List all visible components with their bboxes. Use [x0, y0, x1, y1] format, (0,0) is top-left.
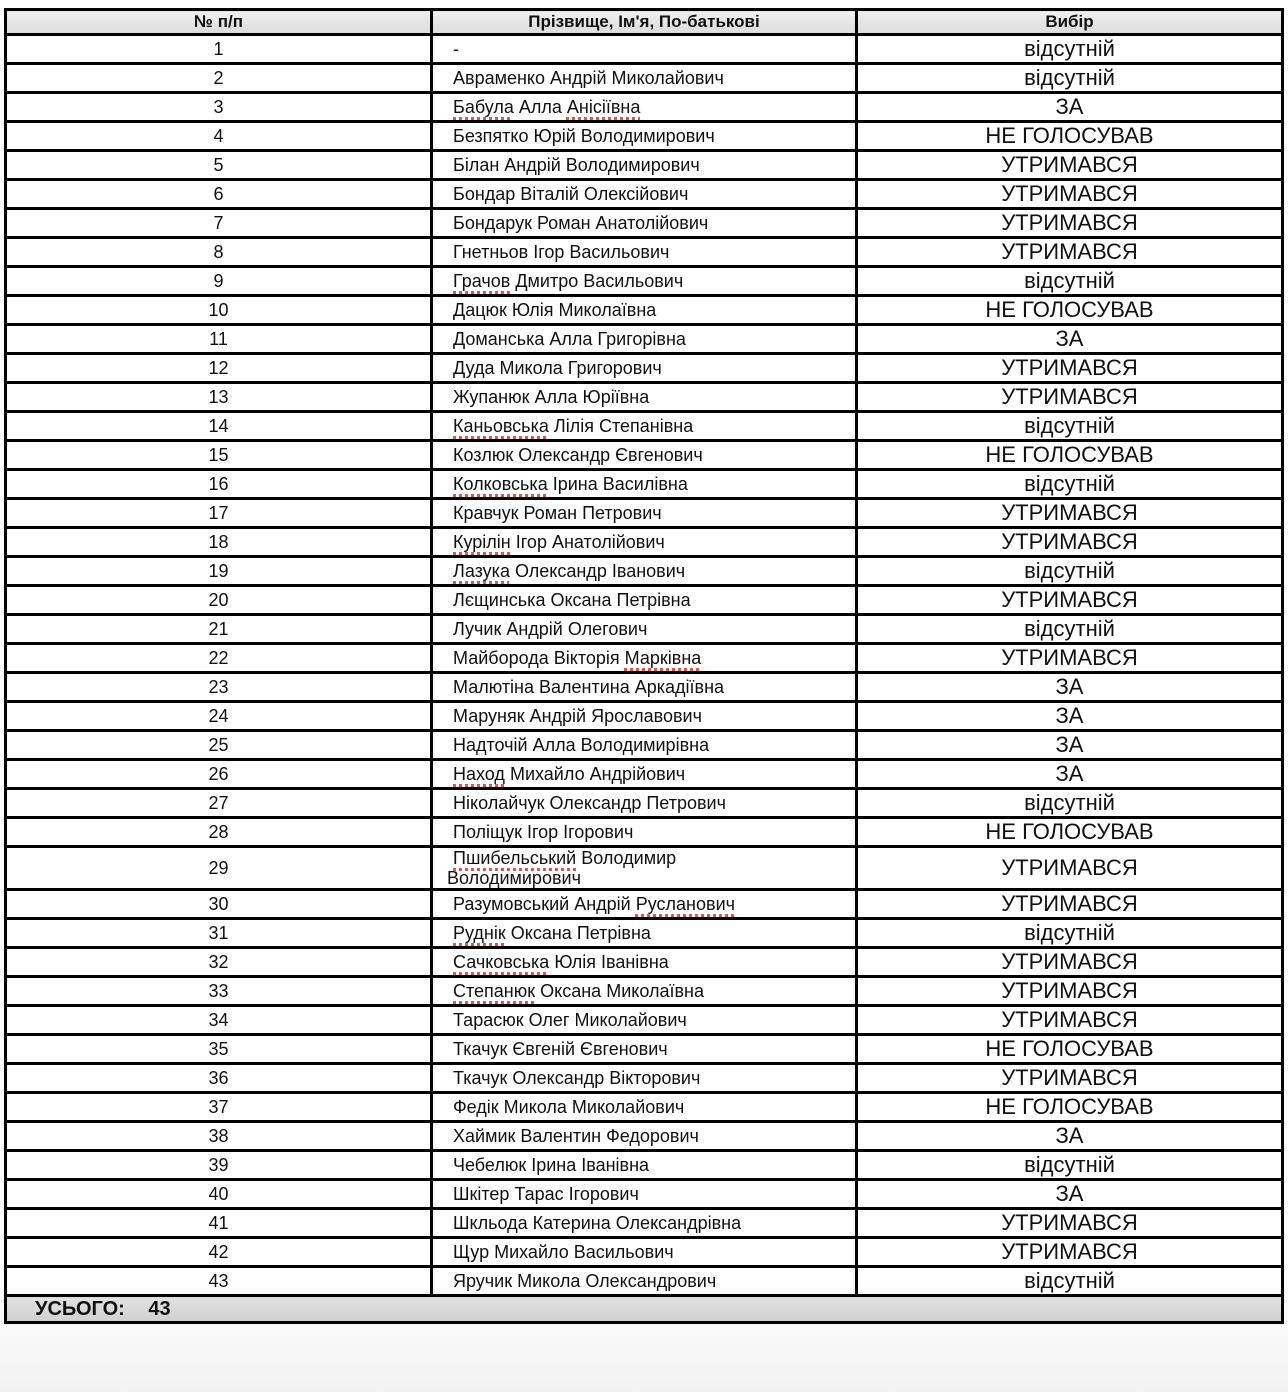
row-vote: НЕ ГОЛОСУВАВ: [857, 441, 1283, 470]
row-number: 34: [6, 1006, 432, 1035]
row-name-cell: [432, 325, 857, 354]
row-number: 37: [6, 1093, 432, 1122]
row-name: Пшибельський Володимир: [453, 848, 677, 868]
table-row: [6, 528, 1283, 557]
row-vote: УТРИМАВСЯ: [857, 238, 1283, 267]
row-name-cell: [432, 702, 857, 731]
row-name-cell: [432, 151, 857, 180]
row-name-cell: [432, 267, 857, 296]
row-vote: відсутній: [857, 64, 1283, 93]
row-vote: УТРИМАВСЯ: [857, 180, 1283, 209]
row-vote: ЗА: [857, 673, 1283, 702]
row-name-cell: [432, 1209, 857, 1238]
table-header-row: [6, 10, 1283, 35]
row-name: Поліщук Ігор Ігорович: [453, 822, 634, 842]
table-row: [6, 296, 1283, 325]
row-vote: НЕ ГОЛОСУВАВ: [857, 296, 1283, 325]
row-name: Малютіна Валентина Аркадіївна: [453, 677, 725, 697]
row-number: 33: [6, 977, 432, 1006]
row-name-cell: [432, 180, 857, 209]
row-vote: УТРИМАВСЯ: [857, 977, 1283, 1006]
table-row: [6, 35, 1283, 64]
row-name: Гнетньов Ігор Васильович: [453, 242, 670, 262]
row-number: 5: [6, 151, 432, 180]
row-name-cell: [432, 64, 857, 93]
row-name-line2: Володимирович: [447, 868, 581, 888]
table-row: [6, 412, 1283, 441]
row-name-cell: [432, 1122, 857, 1151]
table-row: [6, 93, 1283, 122]
row-name-cell: [432, 948, 857, 977]
row-name: Колковська Ірина Василівна: [453, 474, 688, 494]
row-number: 14: [6, 412, 432, 441]
row-vote: НЕ ГОЛОСУВАВ: [857, 1035, 1283, 1064]
table-row: [6, 122, 1283, 151]
row-number: 12: [6, 354, 432, 383]
row-vote: відсутній: [857, 789, 1283, 818]
row-name: Авраменко Андрій Миколайович: [453, 68, 724, 88]
row-number: 28: [6, 818, 432, 847]
row-vote: НЕ ГОЛОСУВАВ: [857, 122, 1283, 151]
total-cell: [6, 1296, 1283, 1323]
row-number: 3: [6, 93, 432, 122]
row-name-cell: [432, 977, 857, 1006]
table-row: [6, 180, 1283, 209]
row-name-cell: [432, 35, 857, 64]
total-label: УСЬОГО:: [35, 1297, 125, 1320]
row-number: 4: [6, 122, 432, 151]
table-row: [6, 977, 1283, 1006]
row-number: 15: [6, 441, 432, 470]
row-name: Ткачук Євгеній Євгенович: [453, 1039, 668, 1059]
table-row: [6, 644, 1283, 673]
row-name-cell: [432, 731, 857, 760]
row-name-cell: [432, 1035, 857, 1064]
row-vote: ЗА: [857, 702, 1283, 731]
row-number: 41: [6, 1209, 432, 1238]
row-name-cell: [432, 93, 857, 122]
row-name-cell: [432, 1064, 857, 1093]
table-row: [6, 557, 1283, 586]
row-vote: ЗА: [857, 731, 1283, 760]
row-name: Шкітер Тарас Ігорович: [453, 1184, 639, 1204]
row-number: 40: [6, 1180, 432, 1209]
row-vote: УТРИМАВСЯ: [857, 209, 1283, 238]
table-row: [6, 1122, 1283, 1151]
row-number: 27: [6, 789, 432, 818]
row-number: 31: [6, 919, 432, 948]
row-number: 23: [6, 673, 432, 702]
row-name: Лєщинська Оксана Петрівна: [453, 590, 691, 610]
row-name-cell: [432, 1151, 857, 1180]
row-name: Доманська Алла Григорівна: [453, 329, 686, 349]
table-row: [6, 209, 1283, 238]
row-name: Степанюк Оксана Миколаївна: [453, 981, 704, 1001]
table-row: [6, 1180, 1283, 1209]
table-row: [6, 1035, 1283, 1064]
row-name-cell: [432, 1180, 857, 1209]
row-number: 11: [6, 325, 432, 354]
row-vote: УТРИМАВСЯ: [857, 586, 1283, 615]
table-row: [6, 325, 1283, 354]
row-name-cell: [432, 586, 857, 615]
row-name-cell: [432, 890, 857, 919]
table-row: [6, 499, 1283, 528]
row-number: 13: [6, 383, 432, 412]
row-number: 29: [6, 847, 432, 890]
row-vote: відсутній: [857, 615, 1283, 644]
row-vote: відсутній: [857, 267, 1283, 296]
row-vote: відсутній: [857, 1151, 1283, 1180]
row-name-cell: [432, 818, 857, 847]
row-vote: ЗА: [857, 1122, 1283, 1151]
row-vote: УТРИМАВСЯ: [857, 499, 1283, 528]
header-vote: Вибір: [857, 10, 1283, 35]
row-name: Курілін Ігор Анатолійович: [453, 532, 665, 552]
row-name: Кравчук Роман Петрович: [453, 503, 662, 523]
row-name-cell: [432, 615, 857, 644]
row-vote: УТРИМАВСЯ: [857, 644, 1283, 673]
row-vote: ЗА: [857, 93, 1283, 122]
row-name: Чебелюк Ірина Іванівна: [453, 1155, 650, 1175]
row-vote: ЗА: [857, 325, 1283, 354]
table-row: [6, 1267, 1283, 1296]
row-vote: УТРИМАВСЯ: [857, 948, 1283, 977]
voting-results-table: [4, 8, 1284, 1324]
row-name: Сачковська Юлія Іванівна: [453, 952, 669, 972]
row-name-cell: [432, 528, 857, 557]
row-name: Бондарук Роман Анатолійович: [453, 213, 709, 233]
row-name-cell: [432, 1267, 857, 1296]
row-name-cell: [432, 499, 857, 528]
table-row: [6, 383, 1283, 412]
row-name: Ніколайчук Олександр Петрович: [453, 793, 726, 813]
row-number: 36: [6, 1064, 432, 1093]
row-vote: УТРИМАВСЯ: [857, 1238, 1283, 1267]
row-number: 8: [6, 238, 432, 267]
row-name: Наход Михайло Андрійович: [453, 764, 686, 784]
table-row: [6, 1151, 1283, 1180]
row-name-cell: [432, 412, 857, 441]
row-name-cell: [432, 441, 857, 470]
row-vote: НЕ ГОЛОСУВАВ: [857, 818, 1283, 847]
row-vote: відсутній: [857, 470, 1283, 499]
table-row: [6, 948, 1283, 977]
row-number: 30: [6, 890, 432, 919]
table-row: [6, 789, 1283, 818]
row-number: 24: [6, 702, 432, 731]
header-number: № п/п: [6, 10, 432, 35]
row-vote: УТРИМАВСЯ: [857, 354, 1283, 383]
table-row: [6, 615, 1283, 644]
row-number: 26: [6, 760, 432, 789]
row-vote: УТРИМАВСЯ: [857, 1064, 1283, 1093]
row-number: 21: [6, 615, 432, 644]
row-name-cell: [432, 122, 857, 151]
row-number: 16: [6, 470, 432, 499]
row-name: Жупанюк Алла Юріївна: [453, 387, 650, 407]
row-name-cell: [432, 673, 857, 702]
table-row: [6, 267, 1283, 296]
row-name: Грачов Дмитро Васильович: [453, 271, 684, 291]
row-name: Шкльода Катерина Олександрівна: [453, 1213, 742, 1233]
row-name: Білан Андрій Володимирович: [453, 155, 700, 175]
row-vote: УТРИМАВСЯ: [857, 1006, 1283, 1035]
row-number: 42: [6, 1238, 432, 1267]
row-name: Хаймик Валентин Федорович: [453, 1126, 699, 1146]
table-row: [6, 919, 1283, 948]
table-row: [6, 470, 1283, 499]
table-row: [6, 64, 1283, 93]
table-row: [6, 238, 1283, 267]
row-name: Козлюк Олександр Євгенович: [453, 445, 703, 465]
row-name: Безпятко Юрій Володимирович: [453, 126, 715, 146]
table-row: [6, 760, 1283, 789]
table-row: [6, 847, 1283, 890]
row-number: 9: [6, 267, 432, 296]
row-name: Щур Михайло Васильович: [453, 1242, 674, 1262]
row-number: 19: [6, 557, 432, 586]
row-name: -: [453, 39, 459, 59]
table-row: [6, 1238, 1283, 1267]
row-number: 20: [6, 586, 432, 615]
row-vote: відсутній: [857, 35, 1283, 64]
row-name: Яручик Микола Олександрович: [453, 1271, 717, 1291]
row-number: 17: [6, 499, 432, 528]
row-vote: УТРИМАВСЯ: [857, 1209, 1283, 1238]
table-row: [6, 702, 1283, 731]
row-name: Дацюк Юлія Миколаївна: [453, 300, 657, 320]
row-vote: УТРИМАВСЯ: [857, 528, 1283, 557]
row-name-cell: [432, 919, 857, 948]
row-vote: відсутній: [857, 1267, 1283, 1296]
table-row: [6, 441, 1283, 470]
row-number: 6: [6, 180, 432, 209]
row-name-cell: [432, 557, 857, 586]
row-number: 10: [6, 296, 432, 325]
row-vote: УТРИМАВСЯ: [857, 847, 1283, 890]
row-name: Надточій Алла Володимирівна: [453, 735, 710, 755]
header-name: Прізвище, Ім'я, По-батькові: [432, 10, 857, 35]
row-vote: ЗА: [857, 1180, 1283, 1209]
row-name: Бондар Віталій Олексійович: [453, 184, 689, 204]
row-number: 39: [6, 1151, 432, 1180]
row-vote: ЗА: [857, 760, 1283, 789]
row-vote: УТРИМАВСЯ: [857, 383, 1283, 412]
row-number: 32: [6, 948, 432, 977]
row-name-cell: [432, 1093, 857, 1122]
row-number: 38: [6, 1122, 432, 1151]
row-name-cell: [432, 209, 857, 238]
total-row: [6, 1296, 1283, 1323]
table-row: [6, 151, 1283, 180]
row-number: 25: [6, 731, 432, 760]
total-value: 43: [148, 1297, 171, 1320]
row-vote: НЕ ГОЛОСУВАВ: [857, 1093, 1283, 1122]
row-name: Майборода Вікторія Марківна: [453, 648, 702, 668]
row-vote: УТРИМАВСЯ: [857, 151, 1283, 180]
row-name-cell: [432, 296, 857, 325]
row-number: 1: [6, 35, 432, 64]
row-name-cell: [432, 760, 857, 789]
table-row: [6, 1093, 1283, 1122]
row-number: 18: [6, 528, 432, 557]
row-name: Разумовський Андрій Русланович: [453, 894, 735, 914]
row-name-cell: [432, 789, 857, 818]
row-vote: відсутній: [857, 557, 1283, 586]
row-name: Дуда Микола Григорович: [453, 358, 662, 378]
row-name: Тарасюк Олег Миколайович: [453, 1010, 687, 1030]
row-name-cell: [432, 354, 857, 383]
row-name-cell: [432, 847, 857, 890]
row-name-cell: [432, 1006, 857, 1035]
row-number: 43: [6, 1267, 432, 1296]
row-number: 22: [6, 644, 432, 673]
row-name-cell: [432, 644, 857, 673]
row-name: Каньовська Лілія Степанівна: [453, 416, 694, 436]
table-row: [6, 1006, 1283, 1035]
table-row: [6, 586, 1283, 615]
table-row: [6, 890, 1283, 919]
row-vote: УТРИМАВСЯ: [857, 890, 1283, 919]
table-row: [6, 673, 1283, 702]
table-row: [6, 1209, 1283, 1238]
row-name: Лучик Андрій Олегович: [453, 619, 648, 639]
row-name-cell: [432, 470, 857, 499]
row-number: 2: [6, 64, 432, 93]
row-name: Федік Микола Миколайович: [453, 1097, 685, 1117]
row-name: Бабула Алла Анісіївна: [453, 97, 641, 117]
table-row: [6, 731, 1283, 760]
row-name: Ткачук Олександр Вікторович: [453, 1068, 701, 1088]
row-name: Маруняк Андрій Ярославович: [453, 706, 702, 726]
row-name-cell: [432, 383, 857, 412]
table-row: [6, 354, 1283, 383]
table-row: [6, 1064, 1283, 1093]
row-name-cell: [432, 1238, 857, 1267]
row-vote: відсутній: [857, 412, 1283, 441]
row-name-cell: [432, 238, 857, 267]
row-number: 7: [6, 209, 432, 238]
table-body: [6, 35, 1283, 1296]
row-vote: відсутній: [857, 919, 1283, 948]
row-name: Лазука Олександр Іванович: [453, 561, 686, 581]
table-row: [6, 818, 1283, 847]
row-number: 35: [6, 1035, 432, 1064]
row-name: Руднік Оксана Петрівна: [453, 923, 651, 943]
